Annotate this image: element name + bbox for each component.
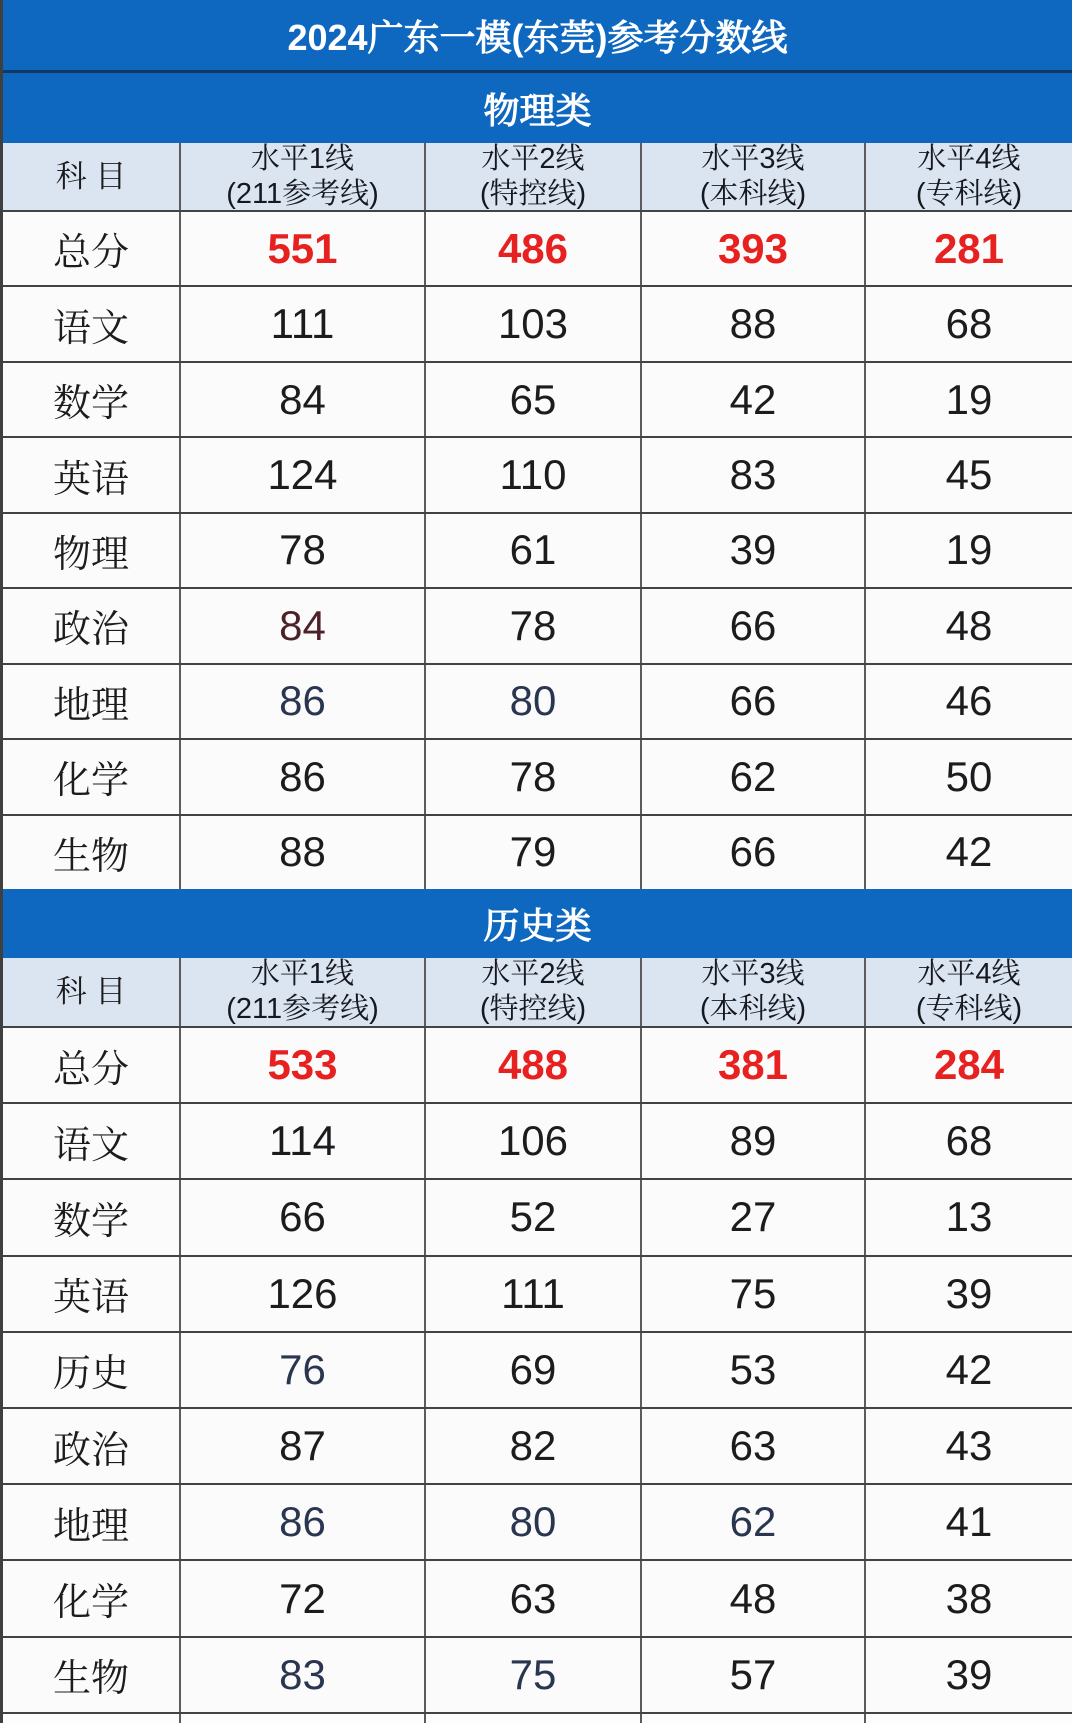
score-value: 27 <box>640 1180 864 1254</box>
table-row <box>3 1636 1072 1712</box>
level-name: 水平3线 <box>701 957 805 990</box>
score-value: 106 <box>424 1104 640 1178</box>
score-value: 533 <box>179 1028 424 1102</box>
level-name: 水平4线 <box>917 957 1021 990</box>
score-value: 551 <box>179 212 424 285</box>
subject-label: 数学 <box>52 383 129 426</box>
score-value: 66 <box>640 589 864 662</box>
partial-cell <box>179 1714 424 1723</box>
score-value: 48 <box>864 589 1072 662</box>
level-name: 水平4线 <box>917 143 1021 175</box>
score-value: 39 <box>640 514 864 587</box>
score-value: 19 <box>864 363 1072 436</box>
level-alias: (专科线) <box>915 177 1023 210</box>
partial-cell <box>424 1714 640 1723</box>
score-value: 486 <box>424 212 640 285</box>
score-value: 78 <box>424 589 640 662</box>
subject-label: 生物 <box>52 1658 129 1701</box>
score-value: 43 <box>864 1409 1072 1483</box>
table-row <box>3 1559 1072 1635</box>
table-row <box>3 1102 1072 1178</box>
table-row <box>3 1483 1072 1559</box>
table-row <box>3 285 1072 360</box>
score-value: 19 <box>864 514 1072 587</box>
subject-label: 化学 <box>52 1582 129 1625</box>
score-value: 42 <box>864 1333 1072 1407</box>
score-value: 111 <box>424 1257 640 1331</box>
subject-label: 数学 <box>52 1200 129 1243</box>
level-alias: (特控线) <box>479 177 587 210</box>
level-column-header-1 <box>179 143 424 210</box>
score-value: 89 <box>640 1104 864 1178</box>
category-section-1 <box>3 73 1072 889</box>
score-value: 284 <box>864 1028 1072 1102</box>
partial-cell <box>864 1714 1072 1723</box>
table-row <box>3 1255 1072 1331</box>
score-value: 110 <box>424 438 640 511</box>
score-value: 66 <box>640 665 864 738</box>
score-value: 393 <box>640 212 864 285</box>
score-value: 39 <box>864 1257 1072 1331</box>
score-value: 48 <box>640 1561 864 1635</box>
score-value: 45 <box>864 438 1072 511</box>
score-value: 65 <box>424 363 640 436</box>
category-band: 物理类 <box>3 73 1072 143</box>
score-value: 86 <box>179 665 424 738</box>
score-value: 88 <box>640 287 864 360</box>
score-value: 84 <box>179 363 424 436</box>
score-value: 42 <box>864 816 1072 889</box>
score-value: 281 <box>864 212 1072 285</box>
level-alias: (专科线) <box>915 992 1023 1025</box>
score-value: 114 <box>179 1104 424 1178</box>
subject-label: 地理 <box>52 1505 129 1548</box>
table-row <box>3 436 1072 511</box>
level-name: 水平2线 <box>481 957 585 990</box>
level-alias: (211参考线) <box>226 992 379 1025</box>
table-row <box>3 1026 1072 1102</box>
subject-label: 化学 <box>52 760 129 803</box>
level-name: 水平1线 <box>250 143 355 175</box>
category-sections <box>3 73 1072 1712</box>
score-value: 52 <box>424 1180 640 1254</box>
table-row <box>3 738 1072 813</box>
score-value: 83 <box>640 438 864 511</box>
score-value: 76 <box>179 1333 424 1407</box>
score-value: 88 <box>179 816 424 889</box>
subject-label: 政治 <box>52 609 129 652</box>
table-row <box>3 663 1072 738</box>
score-value: 84 <box>179 589 424 662</box>
subject-label: 总分 <box>52 1048 129 1091</box>
score-value: 68 <box>864 287 1072 360</box>
score-value: 126 <box>179 1257 424 1331</box>
table-row <box>3 1178 1072 1254</box>
subject-label: 语文 <box>52 307 129 350</box>
score-value: 381 <box>640 1028 864 1102</box>
score-value: 83 <box>179 1638 424 1712</box>
level-column-header-2 <box>424 958 640 1026</box>
score-value: 80 <box>424 665 640 738</box>
partial-cell <box>640 1714 864 1723</box>
page-title: 2024广东一模(东莞)参考分数线 <box>3 0 1072 73</box>
level-name: 水平1线 <box>250 957 355 990</box>
score-value: 75 <box>640 1257 864 1331</box>
subject-label: 总分 <box>52 232 129 275</box>
subject-label: 生物 <box>52 835 129 878</box>
score-value: 62 <box>640 1485 864 1559</box>
score-value: 61 <box>424 514 640 587</box>
table-row <box>3 361 1072 436</box>
score-value: 80 <box>424 1485 640 1559</box>
score-value: 66 <box>640 816 864 889</box>
subject-label: 地理 <box>52 684 129 727</box>
score-value: 46 <box>864 665 1072 738</box>
score-value: 39 <box>864 1638 1072 1712</box>
score-value: 87 <box>179 1409 424 1483</box>
level-name: 水平3线 <box>701 143 805 175</box>
table-header-row <box>3 958 1072 1026</box>
subject-column-header: 科 目 <box>55 974 127 1010</box>
score-value: 42 <box>640 363 864 436</box>
score-value: 63 <box>424 1561 640 1635</box>
score-value: 63 <box>640 1409 864 1483</box>
table-row <box>3 210 1072 285</box>
level-alias: (特控线) <box>479 992 587 1025</box>
score-value: 72 <box>179 1561 424 1635</box>
level-column-header-3 <box>640 958 864 1026</box>
subject-label: 物理 <box>52 533 129 576</box>
score-value: 62 <box>640 740 864 813</box>
score-value: 78 <box>179 514 424 587</box>
score-value: 69 <box>424 1333 640 1407</box>
subject-label: 历史 <box>52 1353 129 1396</box>
level-alias: (本科线) <box>699 177 807 210</box>
level-column-header-4 <box>864 143 1072 210</box>
category-band: 历史类 <box>3 889 1072 958</box>
score-value: 103 <box>424 287 640 360</box>
table-row <box>3 1407 1072 1483</box>
score-value: 78 <box>424 740 640 813</box>
level-alias: (本科线) <box>699 992 807 1025</box>
level-column-header-2 <box>424 143 640 210</box>
score-value: 50 <box>864 740 1072 813</box>
score-value: 82 <box>424 1409 640 1483</box>
score-value: 86 <box>179 740 424 813</box>
score-value: 57 <box>640 1638 864 1712</box>
subject-label: 英语 <box>52 458 129 501</box>
score-value: 488 <box>424 1028 640 1102</box>
table-row <box>3 587 1072 662</box>
subject-label: 语文 <box>52 1124 129 1167</box>
table-header-row <box>3 143 1072 210</box>
score-value: 41 <box>864 1485 1072 1559</box>
subject-column-header: 科 目 <box>55 159 127 194</box>
level-column-header-1 <box>179 958 424 1026</box>
table-row <box>3 1331 1072 1407</box>
score-value: 68 <box>864 1104 1072 1178</box>
category-section-2 <box>3 889 1072 1712</box>
level-column-header-3 <box>640 143 864 210</box>
subject-label: 政治 <box>52 1429 129 1472</box>
score-value: 66 <box>179 1180 424 1254</box>
score-value: 79 <box>424 816 640 889</box>
subject-label: 英语 <box>52 1277 129 1320</box>
score-value: 86 <box>179 1485 424 1559</box>
level-alias: (211参考线) <box>226 177 379 210</box>
partial-cell <box>3 1714 179 1723</box>
score-value: 111 <box>179 287 424 360</box>
level-column-header-4 <box>864 958 1072 1026</box>
level-name: 水平2线 <box>481 143 585 175</box>
score-value: 53 <box>640 1333 864 1407</box>
table-row <box>3 512 1072 587</box>
score-value: 124 <box>179 438 424 511</box>
table-row <box>3 814 1072 889</box>
score-value: 38 <box>864 1561 1072 1635</box>
score-value: 13 <box>864 1180 1072 1254</box>
score-value: 75 <box>424 1638 640 1712</box>
partial-next-row <box>3 1712 1072 1723</box>
